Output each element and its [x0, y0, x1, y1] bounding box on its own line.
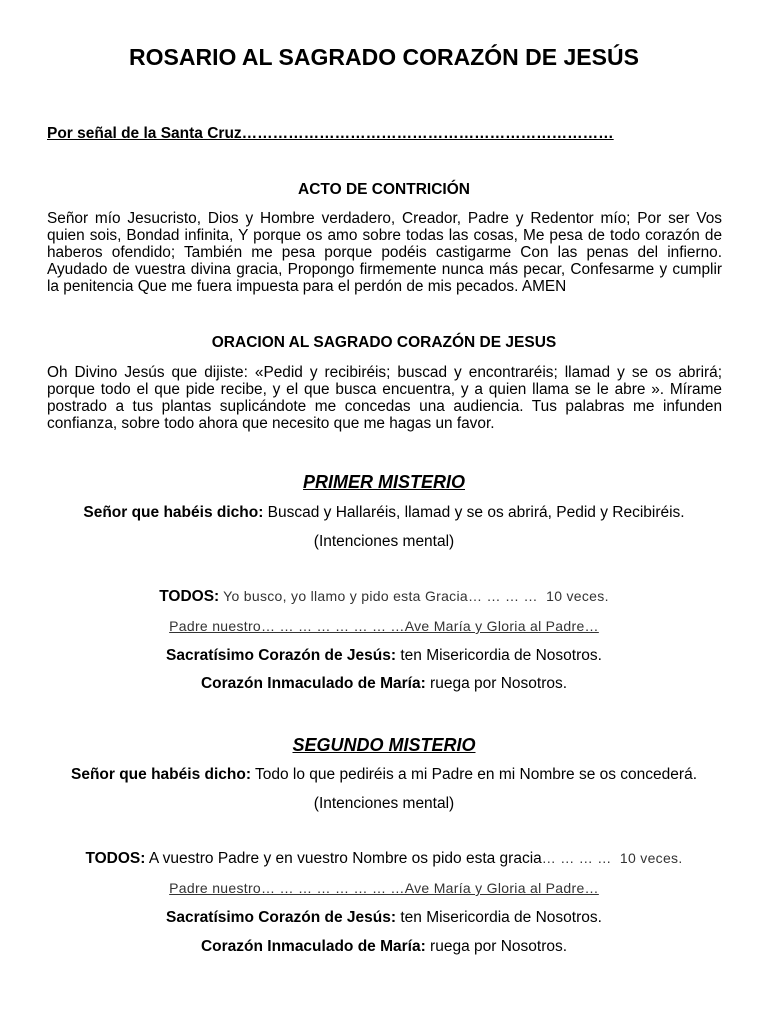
padre-nuestro-text: Padre nuestro… … … … … … … …Ave María y Gloria al Padre…	[169, 880, 599, 896]
dicho-text: Todo lo que pediréis a mi Padre en mi Nombre se os concederá.	[250, 766, 697, 783]
inmaculado-text: ruega por Nosotros.	[425, 938, 568, 955]
page-title: ROSARIO AL SAGRADO CORAZÓN DE JESÚS	[129, 44, 639, 70]
todos-text: A vuestro Padre y en vuestro Nombre os pido esta gracia	[145, 850, 542, 867]
paragraph-line: Ayudado de vuestra divina gracia, Propongo firmemente nunca más pecar, Confesarme y cumplir	[47, 261, 722, 278]
acto-contricion-paragraph	[47, 210, 722, 295]
paragraph-line: la penitencia Que me fuera impuesta para el perdón de mis pecados. AMEN	[47, 278, 567, 295]
dicho-label: Señor que habéis dicho:	[83, 504, 264, 521]
inmaculado-label: Corazón Inmaculado de María:	[200, 675, 426, 692]
misterio-heading: SEGUNDO MISTERIO	[292, 735, 476, 755]
inmaculado-text: ruega por Nosotros.	[425, 675, 568, 692]
paragraph-line: confianza, sobre todo ahora que necesito que me hagas un favor.	[47, 415, 495, 432]
padre-nuestro-line	[0, 618, 768, 635]
sacratisimo-line	[0, 647, 768, 664]
paragraph-line: porque todo el que pide recibe, y el que busca encuentra, y a quien llama se le abre ». Mírame	[47, 381, 722, 398]
todos-text: Yo busco, yo llamo y pido esta Gracia	[219, 588, 468, 604]
todos-count: … … … … 10 veces.	[541, 850, 683, 866]
misterio-heading: PRIMER MISTERIO	[302, 472, 465, 492]
sacratisimo-label: Sacratísimo Corazón de Jesús:	[166, 909, 397, 926]
todos-count: … … … … 10 veces.	[467, 588, 609, 604]
sacratisimo-line	[0, 909, 768, 926]
paragraph-line: haberos ofendido; También me pesa porque podéis castigarme Con las penas del infierno.	[47, 244, 722, 261]
misterio-dicho-line	[0, 766, 768, 783]
paragraph-line: quien sois, Bondad infinita, Y porque os amo sobre todas las cosas, Me pesa de todo corazón de	[47, 227, 722, 244]
todos-label: TODOS:	[159, 588, 220, 605]
intenciones-line: (Intenciones mental)	[313, 533, 455, 550]
sacratisimo-label: Sacratísimo Corazón de Jesús:	[166, 647, 397, 664]
paragraph-line: Oh Divino Jesús que dijiste: «Pedid y recibiréis; buscad y encontraréis; llamad y se os abrirá;	[47, 364, 722, 381]
todos-label: TODOS:	[85, 850, 146, 867]
acto-contricion-heading: ACTO DE CONTRICIÓN	[298, 181, 470, 198]
inmaculado-label: Corazón Inmaculado de María:	[200, 938, 426, 955]
intenciones-line: (Intenciones mental)	[313, 795, 455, 812]
todos-line	[0, 850, 768, 867]
sacratisimo-text: ten Misericordia de Nosotros.	[396, 647, 602, 664]
todos-line	[0, 588, 768, 605]
paragraph-line: Señor mío Jesucristo, Dios y Hombre verdadero, Creador, Padre y Redentor mío; Por ser Vos	[47, 210, 722, 227]
inmaculado-line	[0, 938, 768, 955]
padre-nuestro-text: Padre nuestro… … … … … … … …Ave María y Gloria al Padre…	[169, 618, 599, 634]
oracion-heading: ORACION AL SAGRADO CORAZÓN DE JESUS	[211, 334, 557, 351]
oracion-paragraph	[47, 364, 722, 432]
inmaculado-line	[0, 675, 768, 692]
dicho-text: Buscad y Hallaréis, llamad y se os abrirá, Pedid y Recibiréis.	[263, 504, 685, 521]
dicho-label: Señor que habéis dicho:	[70, 766, 251, 783]
padre-nuestro-line	[0, 880, 768, 897]
misterio-dicho-line	[0, 504, 768, 521]
senal-cruz-line: Por señal de la Santa Cruz………………………………………………………………	[47, 125, 614, 142]
sacratisimo-text: ten Misericordia de Nosotros.	[396, 909, 602, 926]
paragraph-line: postrado a tus plantas suplicándote me concedas una audiencia. Tus palabras me infunden	[47, 398, 722, 415]
